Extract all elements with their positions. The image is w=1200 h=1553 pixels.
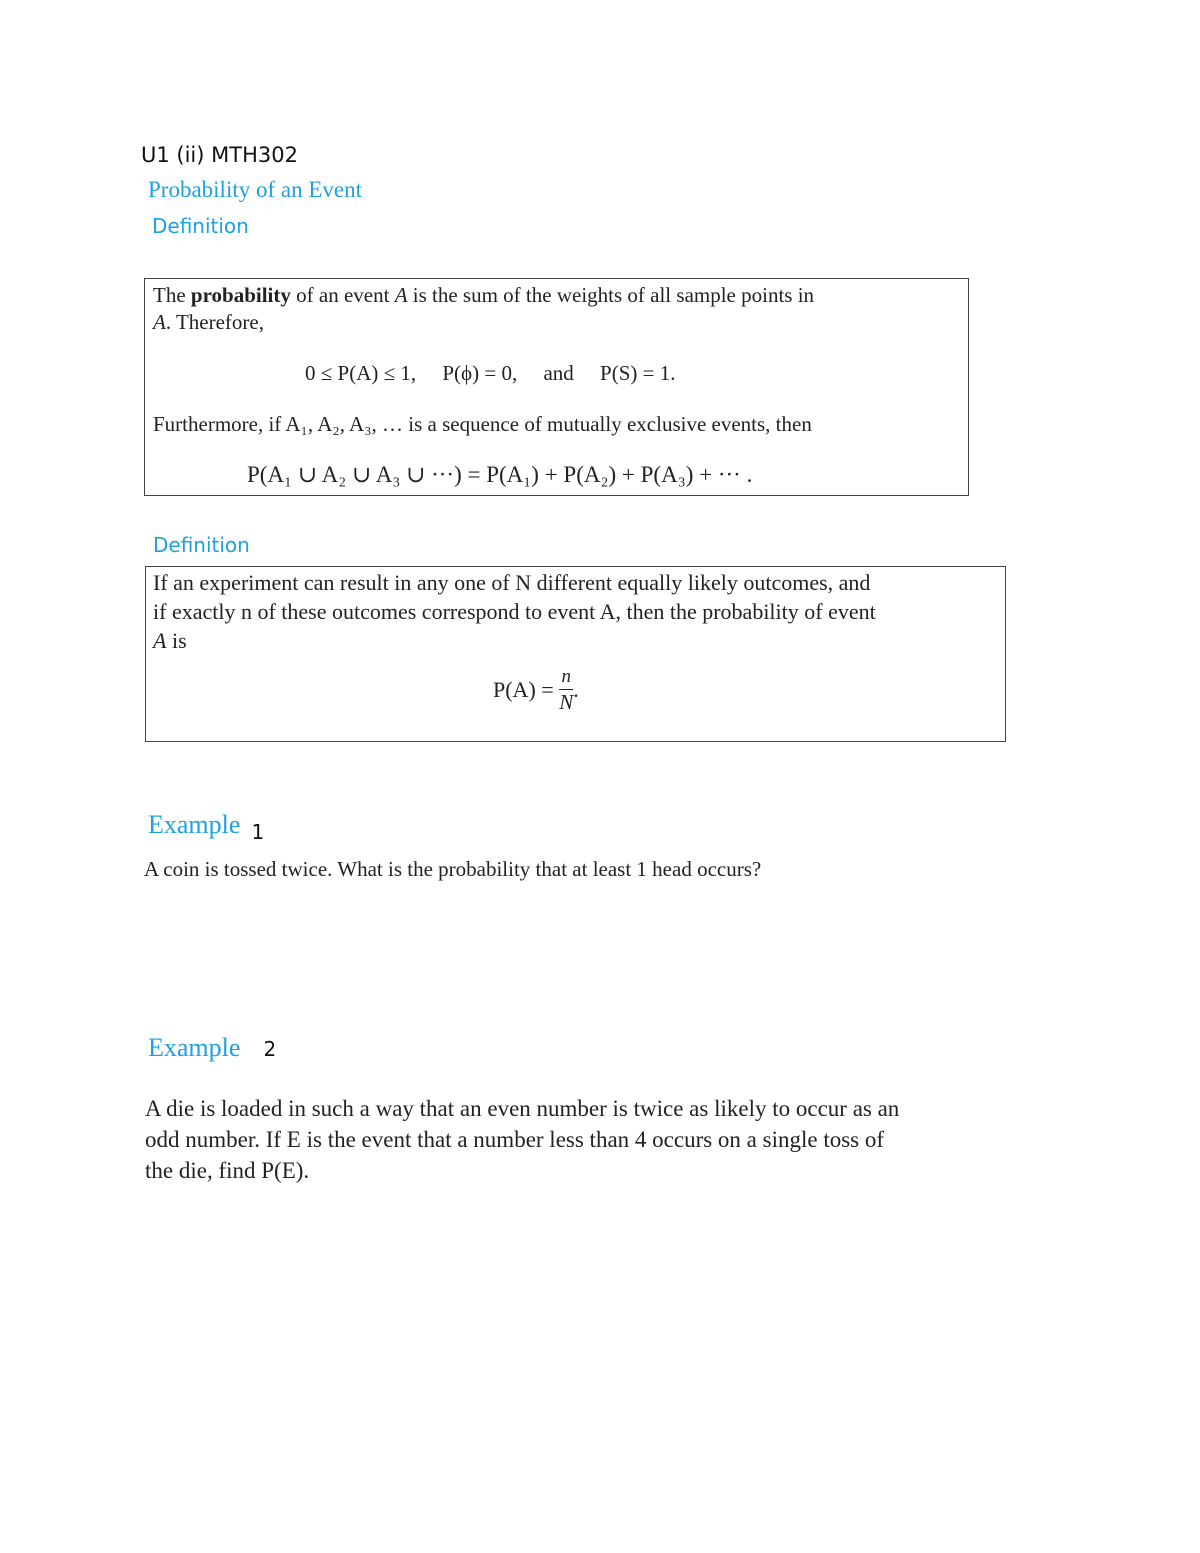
definition1-line1: The probability of an event A is the sum of the weights of all sample points in — [153, 283, 815, 307]
definition1-heading: Definition — [152, 214, 249, 238]
definition1-line3: Furthermore, if A₁, A₂, A₃, … is a sequence of mutually exclusive events, then — [153, 412, 812, 436]
definition1-box — [144, 278, 969, 496]
example2-line2: odd number. If E is the event that a number less than 4 occurs on a single toss of — [145, 1127, 885, 1152]
definition1-equation1: 0 ≤ P(A) ≤ 1, P(ϕ) = 0, and P(S) = 1. — [305, 361, 676, 385]
example1-text: A coin is tossed twice. What is the probability that at least 1 head occurs? — [144, 857, 762, 881]
example2-label: Example — [148, 1033, 241, 1062]
definition2-line2: if exactly n of these outcomes correspond to event A, then the probability of event — [153, 599, 876, 624]
example1-label: Example — [148, 810, 241, 839]
example2-number: 2 — [263, 1037, 277, 1061]
definition1-equation2: P(A₁ ∪ A₂ ∪ A₃ ∪ ···) = P(A₁) + P(A₂) + P(A₃) + ··· . — [247, 462, 753, 487]
example2-line3: the die, find P(E). — [145, 1158, 310, 1183]
example2-heading — [148, 1033, 276, 1063]
example1-heading — [148, 810, 265, 844]
fraction-denominator: N — [559, 690, 574, 714]
example2-line1: A die is loaded in such a way that an even number is twice as likely to occur as an — [145, 1096, 900, 1121]
definition2-box — [145, 566, 1006, 742]
fraction-numerator: n — [559, 667, 573, 690]
definition1-line2: A. Therefore, — [153, 310, 264, 334]
definition2-line3: A is — [153, 628, 187, 653]
section-title: Probability of an Event — [148, 177, 362, 202]
equation-fraction — [559, 667, 573, 713]
definition2-line1: If an experiment can result in any one of N different equally likely outcomes, and — [153, 570, 871, 595]
definition2-equation: P(A) = $\frac{n}{N}$ . — [493, 666, 579, 714]
equation-lhs: P(A) = — [493, 677, 554, 702]
example1-number: 1 — [251, 820, 265, 844]
definition2-heading: Definition — [153, 533, 250, 557]
course-label: U1 (ii) MTH302 — [141, 143, 298, 167]
